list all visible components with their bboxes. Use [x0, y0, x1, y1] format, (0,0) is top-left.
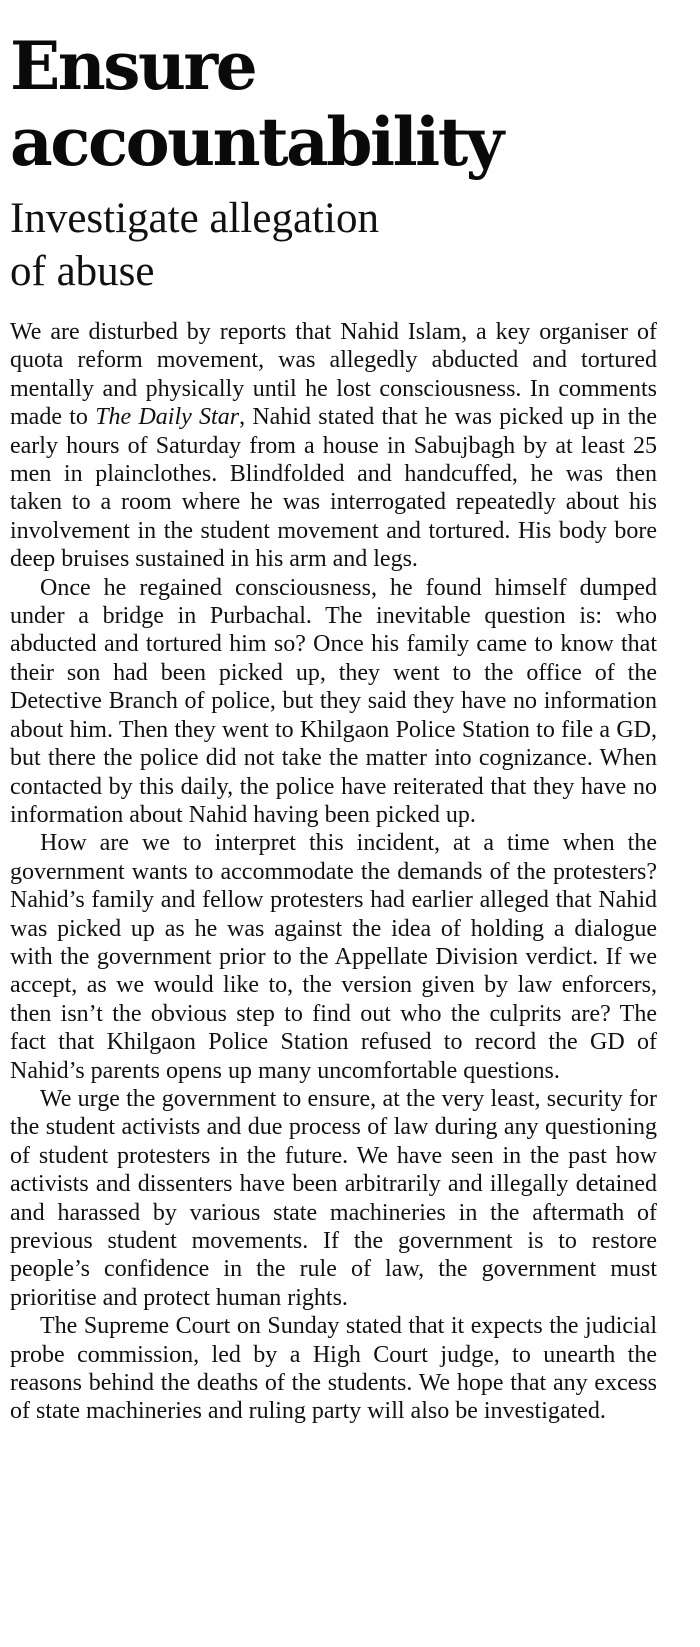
paragraph-1-text-start: We are disturbed by reports that Nahid Islam, a key organiser of quota reform movement, was allegedly abducted and tortured mentally and physically until he lost consciousness. In comments made to: [10, 319, 657, 431]
paragraph-1: [10, 318, 657, 574]
paragraph-4: We urge the government to ensure, at the very least, security for the student activists and due process of law during any questioning of student protesters in the future. We have seen in the past how activists and dissenters have been arbitrarily and illegally detained and harassed by various state machineries in the aftermath of previous student movements. If the government is to restore people’s confidence in the rule of law, the government must prioritise and protect human rights.: [10, 1085, 657, 1311]
editorial-article: [10, 28, 657, 1426]
publication-name: The Daily Star: [95, 404, 240, 431]
paragraph-5: The Supreme Court on Sunday stated that it expects the judicial probe commission, led by a High Court judge, to unearth the reasons behind the deaths of the students. We hope that any excess of state machineries and ruling party will also be investigated.: [10, 1313, 657, 1425]
headline-line-2: accountability: [10, 103, 502, 181]
paragraph-3: How are we to interpret this incident, at a time when the government wants to accommodate the demands of the protesters? Nahid’s family and fellow protesters had earlier alleged that Nahid was picked up as he was against the idea of holding a dialogue with the government prior to the Appellate Division verdict. If we accept, as we would like to, the version given by law enforcers, then isn’t the obvious step to find out who the culprits are? The fact that Khilgaon Police Station refused to record the GD of Nahid’s parents opens up many uncomfortable questions.: [10, 830, 657, 1084]
paragraph-1-text-end: , Nahid stated that he was picked up in the early hours of Saturday from a house in Sabujbagh by at least 25 men in plainclothes. Blindfolded and handcuffed, he was then taken to a room where he was interrogated repeatedly about his involvement in the student movement and tortured. His body bore deep bruises sustained in his arm and legs.: [10, 404, 658, 573]
article-body: [10, 318, 657, 1426]
subheadline: [10, 192, 657, 298]
subheadline-line-2: of abuse: [10, 248, 155, 295]
subheadline-line-1: Investigate allegation: [10, 195, 379, 242]
headline-line-1: Ensure: [10, 27, 256, 105]
headline: [10, 28, 657, 180]
paragraph-2: Once he regained consciousness, he found himself dumped under a bridge in Purbachal. The inevitable question is: who abducted and tortured him so? Once his family came to know that their son had been picked up, they went to the office of the Detective Branch of police, but they said they have no information about him. Then they went to Khilgaon Police Station to file a GD, but there the police did not take the matter into cognizance. When contacted by this daily, the police have reiterated that they have no information about Nahid having been picked up.: [10, 574, 657, 828]
